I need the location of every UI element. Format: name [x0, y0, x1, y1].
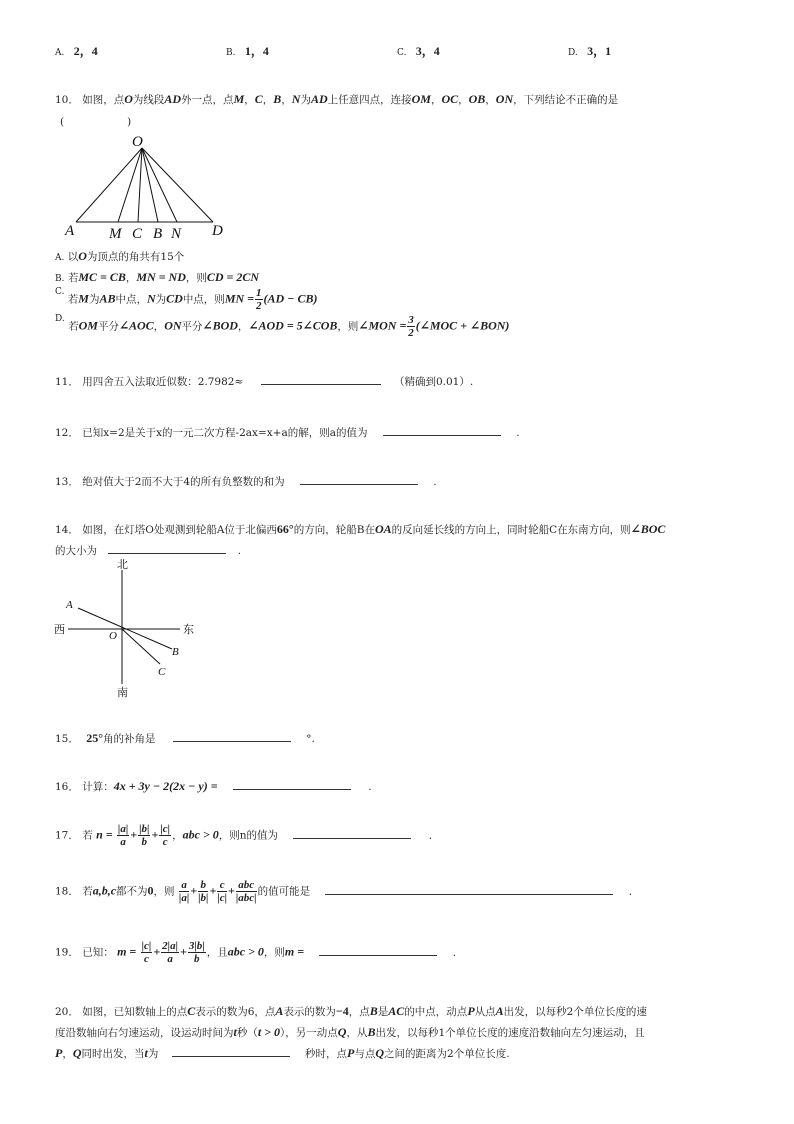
q9-option-d[interactable] — [568, 42, 611, 59]
answer-blank[interactable] — [293, 828, 411, 839]
segment-od — [142, 148, 213, 222]
q14-line2: 的大小为 . — [55, 545, 242, 557]
q10-option-c[interactable]: C. 若M为AB中点，N为CD中点，则MN = $\frac{1}{2}$ (AD − CB) — [55, 287, 318, 312]
label-north: 北 — [117, 559, 128, 571]
option-letter: B. — [226, 48, 236, 58]
q19: 19． 已知： m = $\frac{|c|}{c}$ + $\frac{2|a|}{a}$ + $\frac{3|b|}{b}$ ，且abc > 0，则m = . — [55, 940, 457, 965]
q9-option-a[interactable] — [55, 42, 98, 59]
q10-stem: 10． 如图，点O为线段AD外一点，点M，C，B，N为AD上任意四点，连接OM，OC，OB，ON，下列结论不正确的是 — [55, 92, 619, 106]
option-text: 3，1 — [587, 44, 612, 58]
q9-option-c[interactable] — [397, 42, 440, 59]
q13: 13． 绝对值大于2而不大于4的所有负整数的和为 . — [55, 476, 437, 488]
label-south: 南 — [117, 687, 128, 699]
label-west: 西 — [54, 624, 65, 636]
answer-blank[interactable] — [173, 731, 291, 742]
label-n: N — [171, 226, 182, 242]
answer-blank[interactable] — [383, 425, 501, 436]
label-o: O — [109, 630, 117, 642]
answer-blank[interactable] — [319, 945, 437, 956]
answer-blank[interactable] — [325, 884, 613, 895]
label-a: A — [66, 599, 73, 611]
label-c: C — [132, 226, 143, 242]
segment-on — [142, 148, 177, 222]
option-letter: C. — [397, 48, 407, 58]
question-number: 13． — [55, 476, 79, 488]
question-number: 10． — [55, 94, 79, 106]
label-m: M — [109, 226, 122, 242]
q17: 17． 若 n = $\frac{|a|}{a}$ + $\frac{|b|}{b}$ + $\frac{|c|}{c}$ ，abc > 0，则n的值为 . — [55, 823, 433, 848]
fraction-one-half: $\frac{1}{2}$ — [256, 287, 262, 312]
label-b: B — [172, 646, 179, 658]
label-east: 东 — [183, 624, 194, 636]
label-o: O — [132, 134, 143, 150]
ray-oc — [122, 629, 160, 664]
q14-compass-figure — [52, 556, 202, 700]
option-text: 1，4 — [244, 44, 269, 58]
label-c: C — [158, 666, 166, 678]
label-a: A — [65, 223, 75, 239]
q15: 15． 25°角的补角是 °. — [55, 731, 315, 745]
option-letter: A. — [55, 48, 65, 58]
q10-answer-paren: ( ) — [60, 116, 132, 128]
q20-line1: 20． 如图，已知数轴上的点C表示的数为6，点A表示的数为−4，点B是AC的中点，动点P从点A出发，以每秒2个单位长度的速 — [55, 1004, 647, 1018]
question-number: 14． — [55, 524, 79, 536]
q10-option-a[interactable]: A. 以O为顶点的角共有15个 — [55, 249, 185, 263]
question-number: 12． — [55, 427, 79, 439]
q10-option-d[interactable]: D. 若OM平分∠AOC，ON平分∠BOD，∠AOD = 5∠COB，则∠MON = $\frac{3}{2}$ (∠MOC + ∠BON) — [55, 314, 510, 339]
q10-option-b[interactable]: B. 若MC = CB，MN = ND，则CD = 2CN — [55, 270, 260, 284]
fraction-three-halves: $\frac{3}{2}$ — [408, 314, 414, 339]
q20-line3: P，Q同时出发，当t为 秒时，点P与点Q之间的距离为2个单位长度. — [55, 1046, 510, 1060]
question-number: 11． — [55, 376, 79, 388]
q9-option-b[interactable] — [226, 42, 269, 59]
q20-line2: 度沿数轴向右匀速运动，设运动时间为t秒（t > 0），另一动点Q，从B出发，以每秒1个单位长度的速度沿数轴向左匀速运动，且 — [55, 1025, 645, 1039]
label-d: D — [212, 223, 223, 239]
q12: 12． 已知x=2是关于x的一元二次方程-2ax=x+a的解，则a的值为 . — [55, 427, 520, 439]
option-letter: D. — [568, 48, 578, 58]
q18: 18． 若a,b,c都不为0，则 $\frac{a}{|a|}$ + $\frac{b}{|b|}$ + $\frac{c}{|c|}$ + $\frac{\text{abc}}{\text{|abc|}}$ 的值可能是 . — [55, 879, 633, 904]
question-number: 18． — [55, 885, 79, 898]
question-number: 19． — [55, 946, 79, 959]
segment-oa — [76, 148, 142, 222]
answer-blank[interactable] — [172, 1046, 290, 1057]
label-b: B — [153, 226, 163, 242]
segment-ob — [142, 148, 158, 222]
question-number: 20． — [55, 1006, 79, 1018]
q16: 16． 计算：4x + 3y − 2(2x − y) = . — [55, 779, 372, 793]
answer-blank[interactable] — [108, 543, 226, 554]
q10-figure — [60, 132, 240, 244]
question-number: 17． — [55, 829, 79, 842]
q11: 11． 用四舍五入法取近似数：2.7982≈ （精确到0.01）. — [55, 376, 474, 388]
answer-blank[interactable] — [261, 374, 381, 385]
answer-blank[interactable] — [233, 779, 351, 790]
question-number: 16． — [55, 781, 79, 793]
q14-line1: 14． 如图，在灯塔O处观测到轮船A位于北偏西66°的方向，轮船B在OA的反向延长线的方向上，同时轮船C在东南方向，则∠BOC — [55, 522, 666, 536]
answer-blank[interactable] — [300, 474, 418, 485]
option-text: 3，4 — [415, 44, 440, 58]
option-text: 2，4 — [73, 44, 98, 58]
question-number: 15． — [55, 733, 79, 745]
